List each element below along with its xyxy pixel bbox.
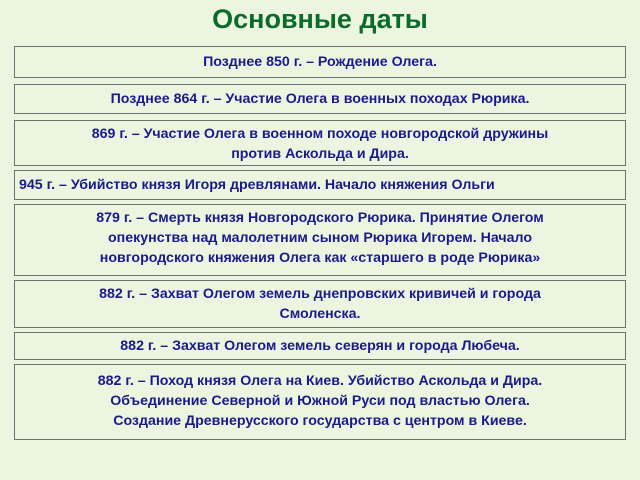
date-text-line: Объединение Северной и Южной Руси под властью Олега.: [110, 393, 530, 409]
date-text-line: 882 г. – Захват Олегом земель днепровских кривичей и города: [99, 286, 541, 302]
date-box-945: [14, 170, 626, 200]
date-text-line: новгородского княжения Олега как «старшего в роде Рюрика»: [99, 250, 541, 266]
page-title: Основные даты: [212, 4, 428, 34]
date-text-line: опекунства над малолетним сыном Рюрика Игорем. Начало: [108, 230, 532, 246]
date-box-882-kiev: [14, 364, 626, 440]
date-text-line: 882 г. – Поход князя Олега на Киев. Убийство Аскольда и Дира.: [97, 373, 543, 389]
date-text-line: против Аскольда и Дира.: [231, 146, 409, 162]
date-box-850: [14, 46, 626, 78]
date-text: 945 г. – Убийство князя Игоря древлянами. Начало княжения Ольги: [19, 177, 495, 193]
date-box-869: [14, 120, 626, 166]
date-text: Позднее 864 г. – Участие Олега в военных походах Рюрика.: [110, 91, 530, 107]
date-box-882-lyubech: [14, 332, 626, 360]
date-text: 882 г. – Захват Олегом земель северян и города Любеча.: [120, 338, 520, 354]
date-text-line: 869 г. – Участие Олега в военном походе новгородской дружины: [91, 126, 549, 142]
date-text-line: Смоленска.: [279, 306, 361, 322]
date-text-line: Создание Древнерусского государства с центром в Киеве.: [113, 413, 527, 429]
date-text-line: 879 г. – Смерть князя Новгородского Рюрика. Принятие Олегом: [96, 210, 544, 226]
date-box-882-smolensk: [14, 280, 626, 328]
date-box-864: [14, 84, 626, 114]
date-box-879: [14, 204, 626, 276]
date-text: Позднее 850 г. – Рождение Олега.: [203, 54, 437, 70]
